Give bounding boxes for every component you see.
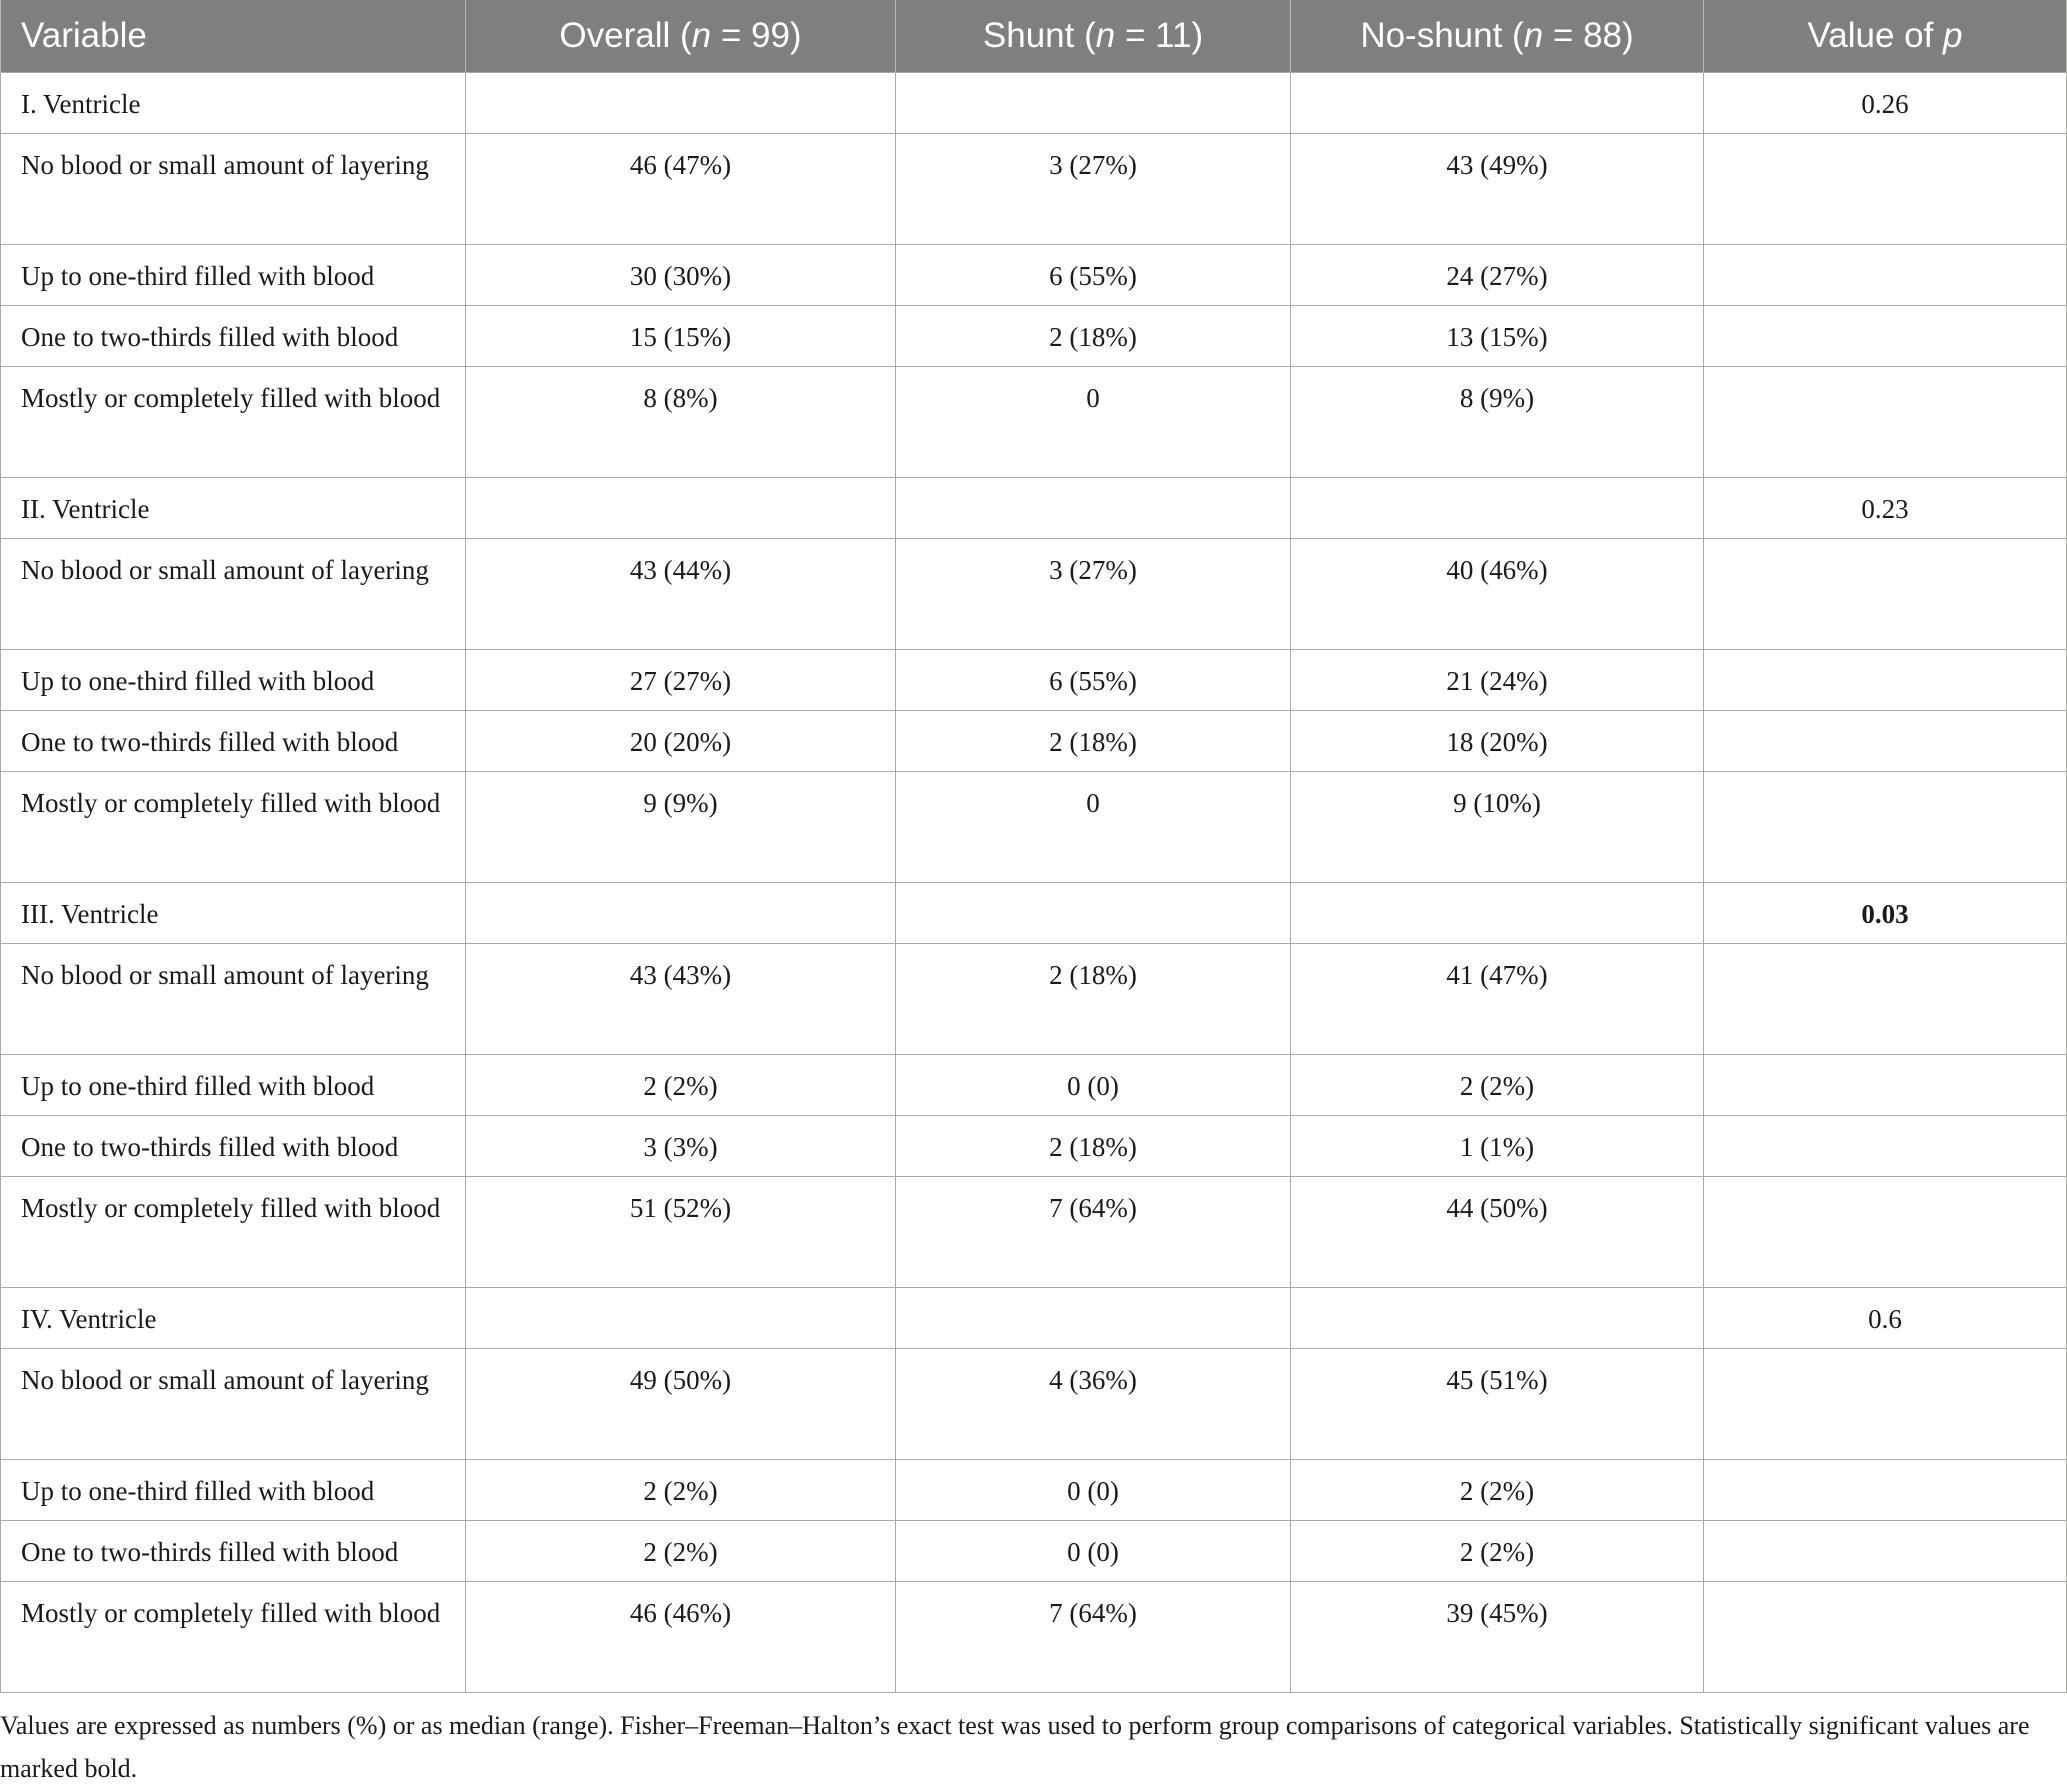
p-value-cell [1704, 1460, 2067, 1521]
shunt-cell: 2 (18%) [896, 711, 1291, 772]
table-row [1, 245, 2067, 306]
row-label: Mostly or completely filled with blood [1, 1177, 466, 1288]
row-label: One to two-thirds filled with blood [1, 711, 466, 772]
table-row [1, 306, 2067, 367]
table-row [1, 134, 2067, 245]
no-shunt-cell: 9 (10%) [1291, 772, 1704, 883]
overall-cell: 27 (27%) [466, 650, 896, 711]
row-label: Up to one-third filled with blood [1, 245, 466, 306]
row-label: Mostly or completely filled with blood [1, 1582, 466, 1693]
p-value-cell: 0.6 [1704, 1288, 2067, 1349]
p-value-cell [1704, 367, 2067, 478]
table-row [1, 711, 2067, 772]
overall-cell: 43 (44%) [466, 539, 896, 650]
row-label: One to two-thirds filled with blood [1, 1116, 466, 1177]
section-row [1, 478, 2067, 539]
no-shunt-cell: 13 (15%) [1291, 306, 1704, 367]
shunt-cell: 0 (0) [896, 1055, 1291, 1116]
shunt-cell: 0 (0) [896, 1460, 1291, 1521]
shunt-cell: 0 (0) [896, 1521, 1291, 1582]
shunt-cell: 4 (36%) [896, 1349, 1291, 1460]
p-value-cell: 0.03 [1704, 883, 2067, 944]
no-shunt-cell: 40 (46%) [1291, 539, 1704, 650]
no-shunt-cell: 41 (47%) [1291, 944, 1704, 1055]
overall-cell: 2 (2%) [466, 1460, 896, 1521]
header-overall: Overall (n = 99) [466, 0, 896, 73]
overall-cell: 3 (3%) [466, 1116, 896, 1177]
table-row [1, 650, 2067, 711]
section-label: III. Ventricle [1, 883, 466, 944]
overall-cell: 8 (8%) [466, 367, 896, 478]
no-shunt-cell: 2 (2%) [1291, 1521, 1704, 1582]
row-label: Mostly or completely filled with blood [1, 772, 466, 883]
row-label: No blood or small amount of layering [1, 134, 466, 245]
p-value-cell [1704, 1116, 2067, 1177]
shunt-cell [896, 1288, 1291, 1349]
section-label: I. Ventricle [1, 73, 466, 134]
row-label: Up to one-third filled with blood [1, 1460, 466, 1521]
table-row [1, 1055, 2067, 1116]
shunt-cell: 2 (18%) [896, 944, 1291, 1055]
overall-cell [466, 883, 896, 944]
table-row [1, 1116, 2067, 1177]
section-row [1, 73, 2067, 134]
row-label: No blood or small amount of layering [1, 539, 466, 650]
overall-cell: 2 (2%) [466, 1055, 896, 1116]
shunt-cell: 2 (18%) [896, 306, 1291, 367]
no-shunt-cell: 45 (51%) [1291, 1349, 1704, 1460]
table-row [1, 539, 2067, 650]
header-shunt: Shunt (n = 11) [896, 0, 1291, 73]
overall-cell: 43 (43%) [466, 944, 896, 1055]
no-shunt-cell: 39 (45%) [1291, 1582, 1704, 1693]
row-label: Mostly or completely filled with blood [1, 367, 466, 478]
row-label: One to two-thirds filled with blood [1, 306, 466, 367]
no-shunt-cell: 44 (50%) [1291, 1177, 1704, 1288]
overall-cell: 46 (47%) [466, 134, 896, 245]
shunt-cell: 3 (27%) [896, 539, 1291, 650]
p-value-cell [1704, 1177, 2067, 1288]
overall-cell: 2 (2%) [466, 1521, 896, 1582]
overall-cell: 15 (15%) [466, 306, 896, 367]
shunt-cell [896, 883, 1291, 944]
p-value-cell [1704, 772, 2067, 883]
no-shunt-cell: 24 (27%) [1291, 245, 1704, 306]
p-value-cell [1704, 245, 2067, 306]
header-p-value: Value of p [1704, 0, 2067, 73]
no-shunt-cell [1291, 478, 1704, 539]
p-value-cell [1704, 650, 2067, 711]
table-row [1, 1582, 2067, 1693]
p-value-cell [1704, 1055, 2067, 1116]
p-value-cell [1704, 711, 2067, 772]
p-value-cell [1704, 134, 2067, 245]
table-footnote: Values are expressed as numbers (%) or as median (range). Fisher–Freeman–Halton’s exact test was used to perform group comparisons of categorical variables. Statistically significant values are marked bold. [0, 1711, 2030, 1783]
overall-cell: 46 (46%) [466, 1582, 896, 1693]
shunt-cell [896, 478, 1291, 539]
overall-cell [466, 478, 896, 539]
p-value-cell: 0.26 [1704, 73, 2067, 134]
p-value-cell [1704, 1582, 2067, 1693]
table-row [1, 944, 2067, 1055]
section-row [1, 1288, 2067, 1349]
section-label: II. Ventricle [1, 478, 466, 539]
no-shunt-cell: 18 (20%) [1291, 711, 1704, 772]
shunt-cell: 0 [896, 367, 1291, 478]
p-value-cell [1704, 306, 2067, 367]
section-row [1, 883, 2067, 944]
overall-cell: 9 (9%) [466, 772, 896, 883]
p-value-cell [1704, 1349, 2067, 1460]
row-label: No blood or small amount of layering [1, 1349, 466, 1460]
p-value-cell [1704, 1521, 2067, 1582]
row-label: Up to one-third filled with blood [1, 1055, 466, 1116]
header-row [1, 0, 2067, 73]
table-row [1, 1460, 2067, 1521]
row-label: One to two-thirds filled with blood [1, 1521, 466, 1582]
no-shunt-cell [1291, 73, 1704, 134]
no-shunt-cell: 2 (2%) [1291, 1055, 1704, 1116]
p-value-cell [1704, 944, 2067, 1055]
p-value-cell [1704, 539, 2067, 650]
overall-cell: 20 (20%) [466, 711, 896, 772]
no-shunt-cell: 21 (24%) [1291, 650, 1704, 711]
overall-cell [466, 73, 896, 134]
no-shunt-cell: 2 (2%) [1291, 1460, 1704, 1521]
table-row [1, 1521, 2067, 1582]
shunt-cell [896, 73, 1291, 134]
shunt-cell: 6 (55%) [896, 245, 1291, 306]
shunt-cell: 6 (55%) [896, 650, 1291, 711]
header-variable: Variable [1, 0, 466, 73]
p-value-cell: 0.23 [1704, 478, 2067, 539]
table-row [1, 1349, 2067, 1460]
row-label: No blood or small amount of layering [1, 944, 466, 1055]
shunt-cell: 7 (64%) [896, 1582, 1291, 1693]
no-shunt-cell [1291, 883, 1704, 944]
shunt-cell: 2 (18%) [896, 1116, 1291, 1177]
table-row [1, 367, 2067, 478]
row-label: Up to one-third filled with blood [1, 650, 466, 711]
header-no-shunt: No-shunt (n = 88) [1291, 0, 1704, 73]
shunt-cell: 7 (64%) [896, 1177, 1291, 1288]
no-shunt-cell [1291, 1288, 1704, 1349]
overall-cell: 51 (52%) [466, 1177, 896, 1288]
no-shunt-cell: 8 (9%) [1291, 367, 1704, 478]
overall-cell [466, 1288, 896, 1349]
overall-cell: 49 (50%) [466, 1349, 896, 1460]
table-row [1, 772, 2067, 883]
table-row [1, 1177, 2067, 1288]
section-label: IV. Ventricle [1, 1288, 466, 1349]
shunt-cell: 0 [896, 772, 1291, 883]
shunt-cell: 3 (27%) [896, 134, 1291, 245]
no-shunt-cell: 1 (1%) [1291, 1116, 1704, 1177]
no-shunt-cell: 43 (49%) [1291, 134, 1704, 245]
overall-cell: 30 (30%) [466, 245, 896, 306]
